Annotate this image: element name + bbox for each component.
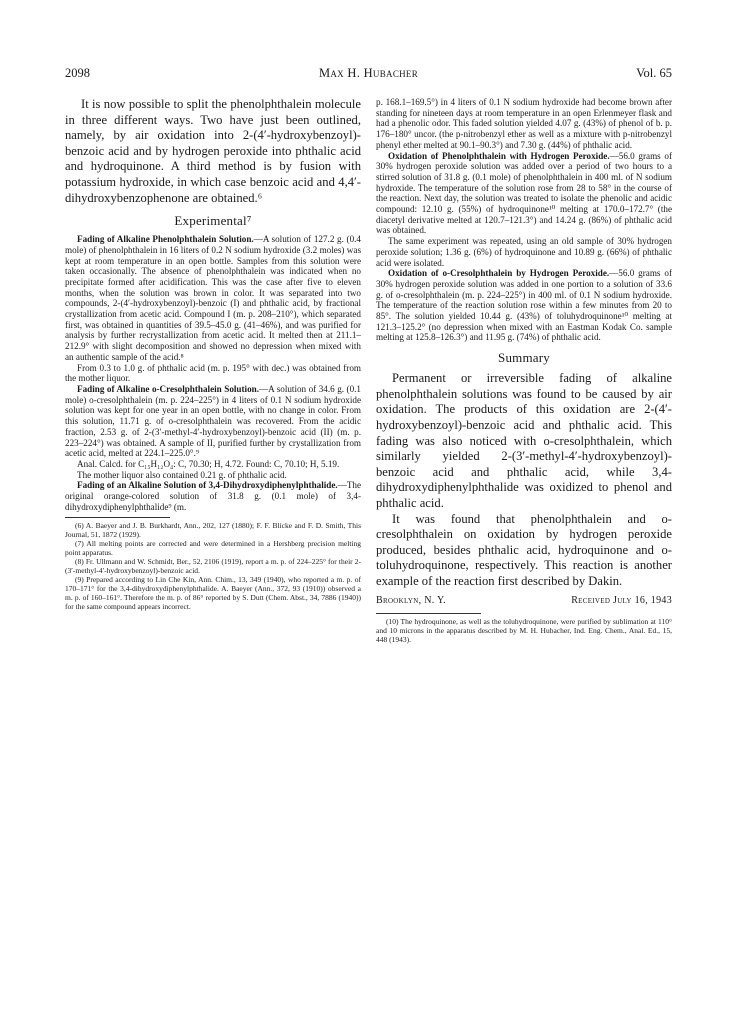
fading-cresolphthalein-paragraph: Fading of Alkaline o-Cresolphthalein Solution.—A solution of 34.6 g. (0.1 mole) o-cresolphthalein (m. p. 224–225°) in 4 liters of 0.1 N sodium hydroxide solution was kept for one year in an open bottle, with no change in color. From this solution, 11.71 g. of o-cresolphthalein was recovered. From the acidic fraction, 2.53 g. of 2-(3′-methyl-4′-hydroxybenzoyl)-benzoic acid (II) (m. p. 223–224°) was obtained. A sample of II, purified further by crystallization from acetic acid, melted at 224.1–225.0°.⁹: [65, 384, 361, 459]
phthalic-yield-paragraph: From 0.3 to 1.0 g. of phthalic acid (m. p. 195° with dec.) was obtained from the mother liquor.: [65, 362, 361, 384]
summary-paragraph-1: Permanent or irreversible fading of alkaline phenolphthalein solutions was found to be caused by air oxidation. The products of this oxidation are 2-(4′-hydroxybenzoyl)-benzoic acid and phthalic acid. This fading was also noticed with o-cresolphthalein, which similarly yielded 2-(3′-methyl-4′-hydroxybenzoyl)-benzoic acid and phthalic acid, while 3,4-dihydroxydiphenylphthalide was oxidized to phenol and phthalic acid.: [376, 371, 672, 510]
analysis-paragraph: Anal. Calcd. for C₁₅H₁₂O₄: C, 70.30; H, 4.72. Found: C, 70.10; H, 5.19.: [77, 458, 340, 469]
continued-paragraph: p. 168.1–169.5°) in 4 liters of 0.1 N sodium hydroxide had become brown after standing for nineteen days at room temperature in an open Erlenmeyer flask and had a phenolic odor. This faded solution yielded 4.07 g. (43%) of phenol of b. p. 176–180° uncor. (the p-nitrobenzyl ether as well as a mixture with p-nitrobenzyl phenyl ether melted at 90.1–90.3°) and 7.30 g. (44%) of phthalic acid.: [376, 97, 672, 150]
cresol-peroxide-paragraph: Oxidation of o-Cresolphthalein by Hydrogen Peroxide.—56.0 grams of 30% hydrogen peroxide solution was added in one portion to a solution of 33.6 g. of o-cresolphthalein (m. p. 224–225°) in 400 ml. of 0.1 N sodium hydroxide. The temperature of the reaction solution rose within a few minutes from 20 to 85°. The solution yielded 10.44 g. (43%) of toluhydroquinone¹⁰ melting at 121.3–125.2° (no depression when mixed with an Eastman Kodak Co. sample melting at 125.8–126.3°) and 11.95 g. (74%) of phthalic acid.: [376, 268, 672, 343]
footnotes-left: [65, 522, 361, 611]
experimental-section: [65, 234, 361, 512]
fading-cresolphthalein-heading: Fading of Alkaline o-Cresolphthalein Solution.: [77, 384, 259, 394]
footnote-rule: [65, 517, 170, 518]
repeat-experiment-paragraph: The same experiment was repeated, using an old sample of 30% hydrogen peroxide solution; 1.36 g. (6%) of hydroquinone and 10.89 g. (66%) of phthalic acid were isolated.: [376, 236, 672, 268]
location: Brooklyn, N. Y.: [376, 595, 446, 607]
running-title: Max H. Hubacher: [318, 66, 419, 80]
received-date: Received July 16, 1943: [571, 595, 672, 607]
page-number: 2098: [65, 66, 90, 80]
running-header: [65, 66, 672, 82]
footnote-10: (10) The hydroquinone, as well as the toluhydroquinone, were purified by sublimation at 110° and 10 microns in the apparatus described by M. H. Hubacher, Ind. Eng. Chem., Anal. Ed., 15, 448 (1943).: [376, 617, 672, 645]
byline: [376, 595, 672, 608]
fading-dihydroxy-paragraph: Fading of an Alkaline Solution of 3,4-Dihydroxydiphenylphthalide.—The original orange-colored solution of 31.8 g. (0.1 mole) of 3,4-dihydroxydiphenylphthalide⁹ (m.: [65, 480, 361, 512]
footnote-7: (7) All melting points are corrected and were determined in a Hershberg precision melting point apparatus.: [65, 539, 361, 558]
experimental-heading: Experimental⁷: [174, 213, 252, 229]
cresol-peroxide-heading: Oxidation of o-Cresolphthalein by Hydrogen Peroxide.: [388, 268, 610, 279]
footnote-9: (9) Prepared according to Lin Che Kin, Ann. Chim., 13, 349 (1940), who reported a m. p. of 170–171° for the 3,4-dihydroxydiphenylphthalide. A. Baeyer (Ann., 372, 93 (1910)) observed a m. p. of 160–161°. Therefore the m. p. of 86° reported by S. Dutt (Chem. Abst., 34, 7886 (1940)) for the same compound appears incorrect.: [65, 574, 361, 611]
fading-phenolphthalein-heading: Fading of Alkaline Phenolphthalein Solution.: [77, 234, 254, 245]
footnotes-right: [376, 618, 672, 645]
fading-phenolphthalein-paragraph: Fading of Alkaline Phenolphthalein Solution.—A solution of 127.2 g. (0.4 mole) of phenolphthalein in 16 liters of 0.2 N sodium hydroxide (3.2 moles) was kept at room temperature in an open bottle. Samples from this solution were taken occasionally. The absence of phenolphthalein was indicated when no precipitate formed after acidification. This was the case after five to eleven months, when the solution was brown in color. It was separated into two compounds, 2-(4′-hydroxybenzoyl)-benzoic (I) and phthalic acid, by fractional crystallization from acetic acid. Compound I (m. p. 208–210°), which separated first, was obtained in quantities of 39.5–45.0 g. (41–46%), and was purified for analysis by further recrystallization from acetic acid. It melted then at 211.1–212.9° with slight decomposition and showed no depression when mixed with an authentic sample of the acid.⁸: [65, 234, 361, 362]
summary-heading: Summary: [498, 350, 550, 366]
peroxide-oxidation-heading: Oxidation of Phenolphthalein with Hydrogen Peroxide.: [388, 150, 610, 161]
peroxide-oxidation-paragraph: Oxidation of Phenolphthalein with Hydrogen Peroxide.—56.0 grams of 30% hydrogen peroxide solution was added over a period of two hours to a stirred solution of 31.8 g. (0.1 mole) of phenolphthalein in 400 ml. of N sodium hydroxide. The temperature of the solution rose from 28 to 58° in the course of the reaction. Next day, the solution was treated to isolate the phenolic and acidic compound: 12.10 g. (55%) of hydroquinone¹⁰ melting at 170.0–172.7° (the diacetyl derivative melted at 120.7–121.3°) and 14.24 g. (86%) of phthalic acid was obtained.: [376, 150, 672, 236]
right-column: [376, 97, 672, 645]
footnote-6: (6) A. Baeyer and J. B. Burkhardt, Ann., 202, 127 (1880); F. F. Blicke and F. D. Smith, This Journal, 51, 1872 (1929).: [65, 521, 361, 540]
mother-liquor-paragraph: The mother liquor also contained 0.21 g. of phthalic acid.: [77, 469, 287, 480]
intro-paragraph: It is now possible to split the phenolphthalein molecule in three different ways. Two have just been outlined, namely, by air oxidation into 2-(4′-hydroxybenzoyl)-benzoic acid and by hydrogen peroxide into phthalic acid and hydroquinone. A third method is by fusion with potassium hydroxide, in which case benzoic acid and 4,4′-dihydroxybenzophenone are obtained.⁶: [65, 97, 361, 205]
left-column: [65, 97, 361, 612]
footnote-rule-right: [376, 613, 481, 614]
footnote-8: (8) Fr. Ullmann and W. Schmidt, Ber., 52, 2106 (1919), report a m. p. of 224–225° for their 2-(3′-methyl-4′-hydroxybenzoyl)-benzoic acid.: [65, 557, 361, 575]
summary-section: [376, 371, 672, 589]
fading-dihydroxy-heading: Fading of an Alkaline Solution of 3,4-Dihydroxydiphenylphthalide.: [77, 480, 338, 491]
volume-number: Vol. 65: [636, 66, 672, 80]
experimental-continued: [376, 97, 672, 343]
summary-paragraph-2: It was found that phenolphthalein and o-cresolphthalein on oxidation by hydrogen peroxide produced, besides phthalic acid, hydroquinone and o-toluhydroquinone, respectively. This reaction is another example of the reaction first described by Dakin.: [376, 511, 672, 588]
